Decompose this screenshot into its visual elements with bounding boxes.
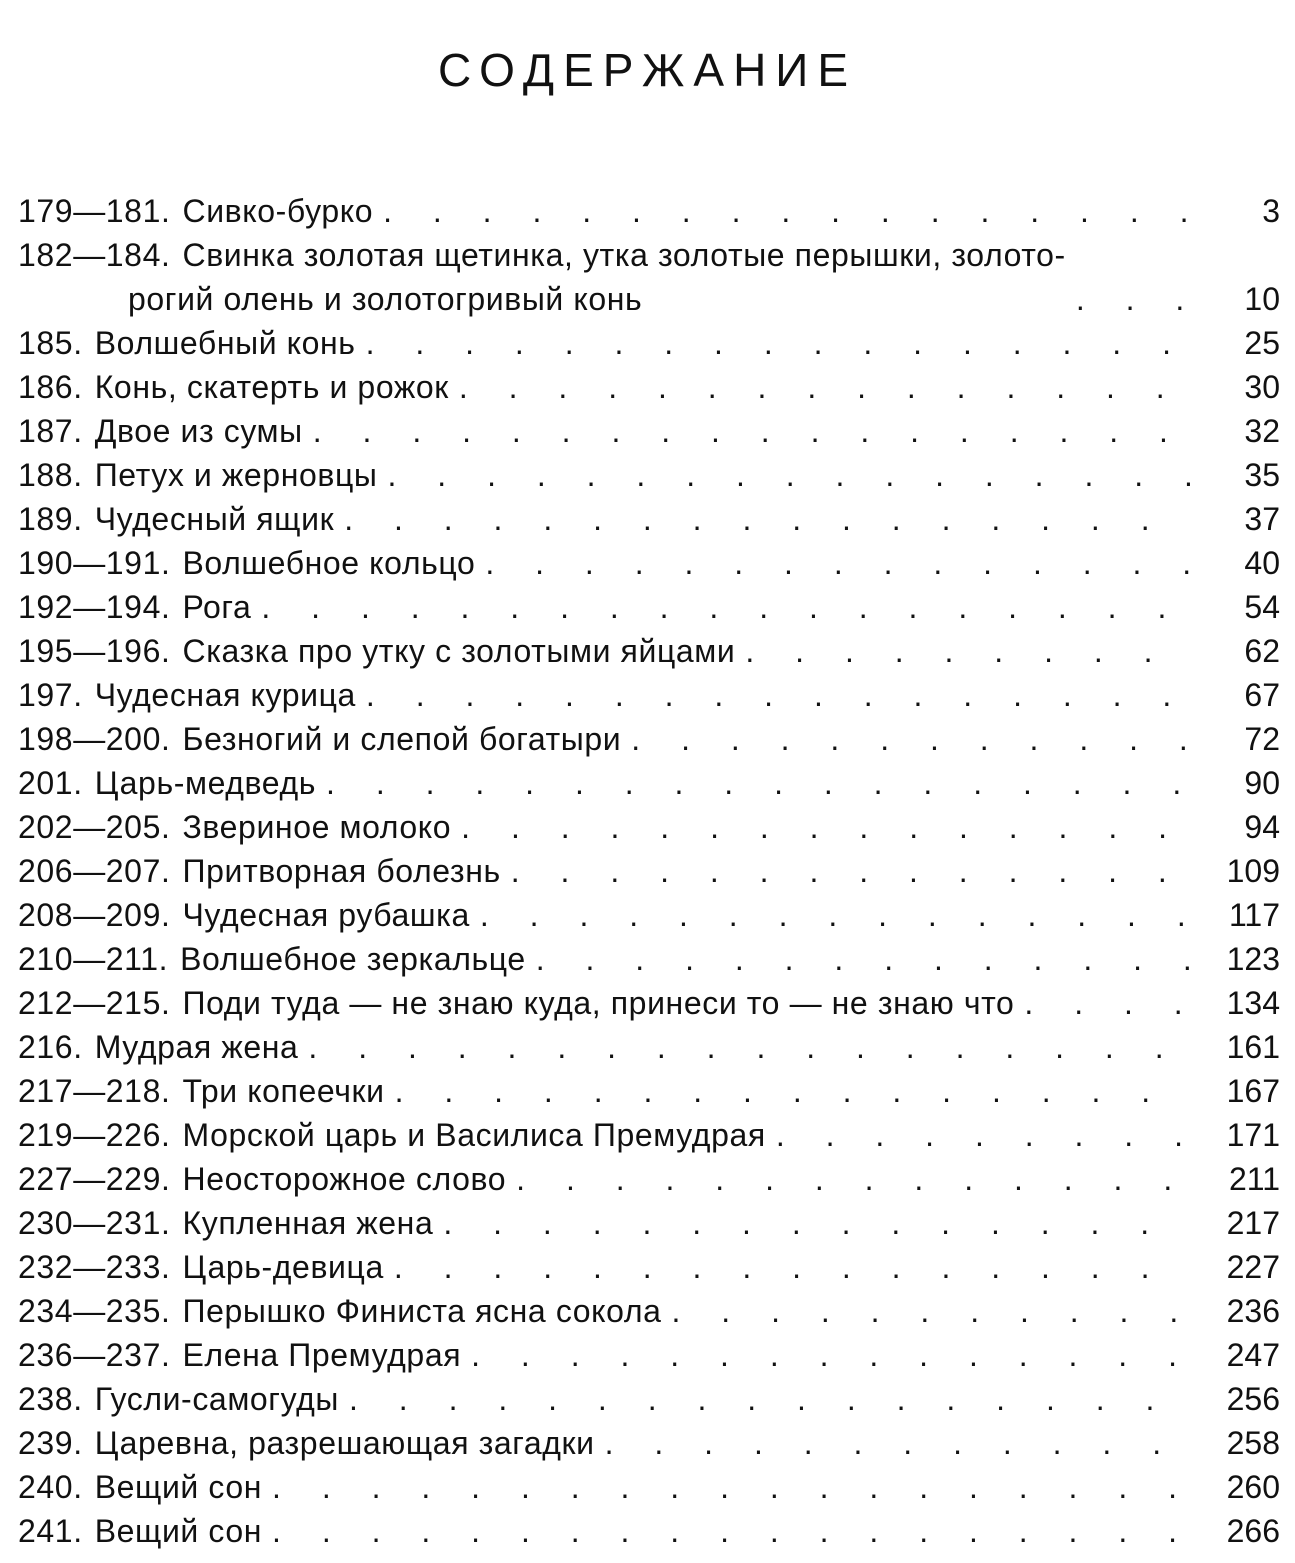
entry-page-number: 3 <box>1262 193 1280 229</box>
dot-leader <box>251 585 1190 629</box>
entry-page-number: 54 <box>1244 589 1280 625</box>
dot-leader <box>316 761 1190 805</box>
entry-title: Морской царь и Василиса Премудрая <box>182 1117 766 1153</box>
dot-leader <box>461 1333 1190 1377</box>
entry-page-number: 266 <box>1226 1513 1280 1549</box>
entry-title: Царевна, разрешающая загадки <box>94 1425 595 1461</box>
entry-page-number: 260 <box>1226 1469 1280 1505</box>
dot-leader <box>356 321 1190 365</box>
entry-page-number: 30 <box>1244 369 1280 405</box>
dot-leader <box>506 1157 1190 1201</box>
entry-number: 195—196. <box>18 633 171 669</box>
entry-title: Петух и жерновцы <box>94 457 378 493</box>
toc-entry <box>18 409 1280 453</box>
entry-title-continuation: рогий олень и золотогривый конь <box>128 281 643 317</box>
entry-number: 234—235. <box>18 1293 171 1329</box>
dot-leader <box>262 1509 1190 1553</box>
entry-page-number: 35 <box>1244 457 1280 493</box>
dot-leader <box>1014 981 1190 1025</box>
dot-leader <box>373 189 1190 233</box>
entry-title: Звериное молоко <box>182 809 452 845</box>
dot-leader <box>621 717 1190 761</box>
dot-leader <box>470 893 1190 937</box>
dot-leader <box>356 673 1190 717</box>
entry-page-number: 227 <box>1226 1249 1280 1285</box>
entry-page-number: 211 <box>1228 1161 1280 1197</box>
toc-entry <box>18 1465 1280 1509</box>
entry-page-number: 217 <box>1226 1205 1280 1241</box>
toc-entry <box>18 761 1280 805</box>
entry-title: Чудесная курица <box>94 677 356 713</box>
entry-number: 238. <box>18 1381 83 1417</box>
entry-page-number: 40 <box>1244 545 1280 581</box>
entry-title: Царь-девица <box>182 1249 384 1285</box>
entry-number: 182—184. <box>18 237 171 273</box>
entry-title: Конь, скатерть и рожок <box>94 369 449 405</box>
dot-leader <box>433 1201 1190 1245</box>
toc-entry <box>18 1157 1280 1201</box>
toc-entry <box>18 321 1280 365</box>
entry-page-number: 256 <box>1226 1381 1280 1417</box>
entry-title: Волшебное зеркальце <box>180 941 526 977</box>
entry-number: 197. <box>18 677 83 713</box>
toc-entry <box>18 937 1280 981</box>
dot-leader <box>385 1069 1190 1113</box>
dot-leader <box>501 849 1190 893</box>
entry-number: 189. <box>18 501 83 537</box>
entry-title: Рога <box>182 589 252 625</box>
toc-entry <box>18 1421 1280 1465</box>
toc-entry <box>18 233 1280 321</box>
entry-page-number: 10 <box>1244 281 1280 317</box>
entry-page-number: 123 <box>1226 941 1280 977</box>
toc-entry <box>18 1245 1280 1289</box>
toc-entry <box>18 365 1280 409</box>
entry-number: 219—226. <box>18 1117 171 1153</box>
dot-leader <box>451 805 1190 849</box>
toc-entry <box>18 189 1280 233</box>
entry-number: 190—191. <box>18 545 171 581</box>
toc-entry <box>18 1025 1280 1069</box>
entry-title: Мудрая жена <box>94 1029 299 1065</box>
entry-page-number: 167 <box>1226 1073 1280 1109</box>
toc-entry <box>18 1201 1280 1245</box>
entry-number: 202—205. <box>18 809 171 845</box>
entry-title: Царь-медведь <box>94 765 317 801</box>
dot-leader <box>384 1245 1190 1289</box>
entry-page-number: 25 <box>1244 325 1280 361</box>
entry-title: Притворная болезнь <box>182 853 501 889</box>
toc-entry <box>18 849 1280 893</box>
entry-title: Двое из сумы <box>94 413 303 449</box>
entry-number: 198—200. <box>18 721 171 757</box>
dot-leader <box>735 629 1190 673</box>
toc-entry <box>18 805 1280 849</box>
entry-title: Сказка про утку с золотыми яйцами <box>182 633 736 669</box>
dot-leader <box>262 1465 1190 1509</box>
toc-entry <box>18 1333 1280 1377</box>
dot-leader <box>595 1421 1190 1465</box>
entry-title: Сивко-бурко <box>182 193 374 229</box>
entry-number: 216. <box>18 1029 83 1065</box>
dot-leader <box>1066 277 1190 321</box>
page-title: СОДЕРЖАНИЕ <box>437 44 858 96</box>
toc-entry <box>18 453 1280 497</box>
entry-page-number: 117 <box>1228 897 1280 933</box>
entry-page-number: 32 <box>1244 413 1280 449</box>
entry-page-number: 94 <box>1244 809 1280 845</box>
entry-title: Волшебный конь <box>94 325 356 361</box>
entry-page-number: 109 <box>1226 853 1280 889</box>
toc-entry <box>18 673 1280 717</box>
entry-page-number: 258 <box>1226 1425 1280 1461</box>
entry-number: 179—181. <box>18 193 171 229</box>
entry-number: 210—211. <box>18 941 169 977</box>
entry-title: Безногий и слепой богатыри <box>182 721 622 757</box>
entry-title: Три копеечки <box>182 1073 385 1109</box>
dot-leader <box>378 453 1191 497</box>
entry-title: Гусли-самогуды <box>94 1381 339 1417</box>
toc-entry <box>18 1113 1280 1157</box>
entry-title: Елена Премудрая <box>182 1337 462 1373</box>
entry-number: 240. <box>18 1469 83 1505</box>
entry-page-number: 90 <box>1244 765 1280 801</box>
toc-entry <box>18 1377 1280 1421</box>
entry-title: Вещий сон <box>94 1469 263 1505</box>
entry-number: 230—231. <box>18 1205 171 1241</box>
dot-leader <box>449 365 1190 409</box>
entry-title: Чудесный ящик <box>94 501 335 537</box>
toc-entry <box>18 981 1280 1025</box>
entry-number: 201. <box>18 765 83 801</box>
entry-page-number: 62 <box>1244 633 1280 669</box>
dot-leader <box>334 497 1190 541</box>
dot-leader <box>662 1289 1191 1333</box>
entry-number: 208—209. <box>18 897 171 933</box>
entry-page-number: 247 <box>1226 1337 1280 1373</box>
entry-number: 236—237. <box>18 1337 171 1373</box>
entry-number: 212—215. <box>18 985 171 1021</box>
dot-leader <box>766 1113 1190 1157</box>
entry-page-number: 37 <box>1244 501 1280 537</box>
dot-leader <box>526 937 1190 981</box>
toc-entry <box>18 893 1280 937</box>
entry-number: 185. <box>18 325 83 361</box>
entry-number: 187. <box>18 413 83 449</box>
entry-page-number: 236 <box>1226 1293 1280 1329</box>
entry-title: Неосторожное слово <box>182 1161 507 1197</box>
toc-entry <box>18 541 1280 585</box>
entry-number: 239. <box>18 1425 83 1461</box>
entry-page-number: 67 <box>1244 677 1280 713</box>
toc-entry <box>18 585 1280 629</box>
entry-title: Поди туда — не знаю куда, принеси то — не знаю что <box>182 985 1015 1021</box>
dot-leader <box>339 1377 1190 1421</box>
entry-number: 188. <box>18 457 83 493</box>
dot-leader <box>303 409 1190 453</box>
table-of-contents <box>18 189 1280 1553</box>
toc-entry <box>18 1069 1280 1113</box>
entry-title: Купленная жена <box>182 1205 434 1241</box>
entry-page-number: 134 <box>1226 985 1280 1021</box>
toc-entry <box>18 629 1280 673</box>
dot-leader <box>475 541 1190 585</box>
entry-page-number: 171 <box>1226 1117 1280 1153</box>
entry-number: 192—194. <box>18 589 171 625</box>
entry-page-number: 72 <box>1244 721 1280 757</box>
entry-title: Чудесная рубашка <box>182 897 470 933</box>
entry-number: 186. <box>18 369 83 405</box>
entry-page-number: 161 <box>1226 1029 1280 1065</box>
toc-entry <box>18 1509 1280 1553</box>
toc-entry <box>18 497 1280 541</box>
toc-entry <box>18 1289 1280 1333</box>
entry-title: Волшебное кольцо <box>182 545 476 581</box>
entry-title: Свинка золотая щетинка, утка золотые перышки, золото- <box>182 237 1066 273</box>
entry-number: 206—207. <box>18 853 171 889</box>
entry-number: 232—233. <box>18 1249 171 1285</box>
dot-leader <box>298 1025 1190 1069</box>
toc-entry <box>18 717 1280 761</box>
entry-title: Вещий сон <box>94 1513 263 1549</box>
entry-title: Перышко Финиста ясна сокола <box>182 1293 662 1329</box>
entry-number: 241. <box>18 1513 83 1549</box>
entry-number: 217—218. <box>18 1073 171 1109</box>
entry-number: 227—229. <box>18 1161 171 1197</box>
